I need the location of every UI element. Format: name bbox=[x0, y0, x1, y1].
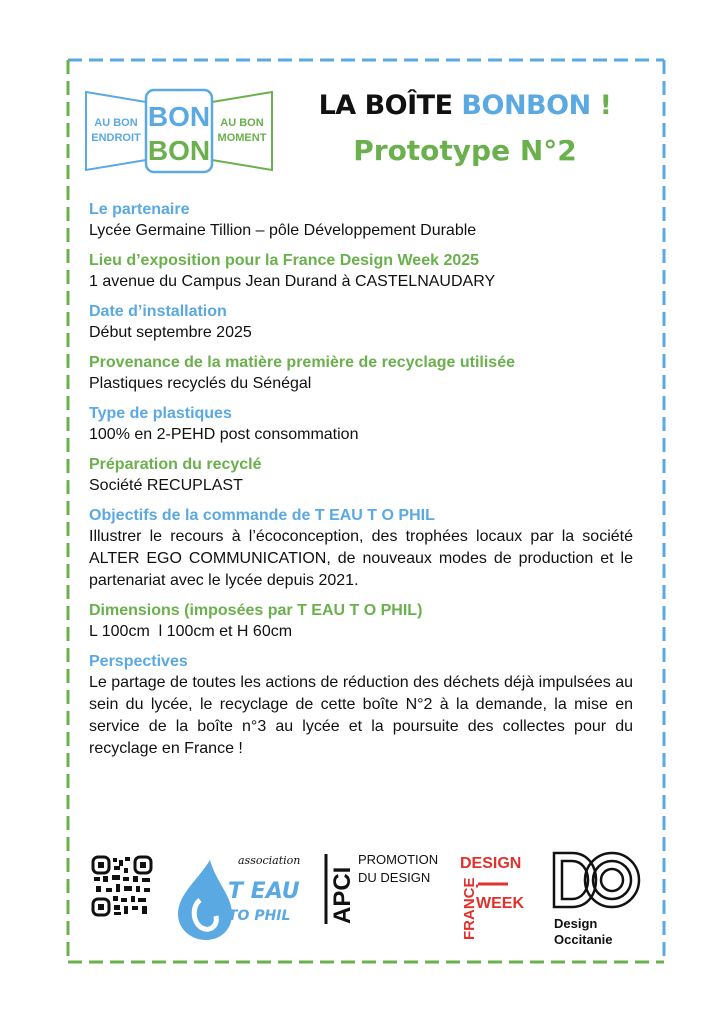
association-small-text: association bbox=[238, 854, 301, 867]
occitanie-line2: Occitanie bbox=[554, 932, 613, 947]
section-text: 100% en 2-PEHD post consommation bbox=[89, 426, 359, 443]
section-text: 1 avenue du Campus Jean Durand à CASTELNAUDARY bbox=[89, 273, 496, 290]
occitanie-line1: Design bbox=[554, 916, 598, 931]
section-objectifs bbox=[89, 506, 633, 592]
section-date bbox=[89, 302, 633, 344]
section-text: Lycée Germaine Tillion – pôle Développement Durable bbox=[89, 222, 477, 239]
france-design-week-logo bbox=[460, 855, 524, 940]
section-text: Société RECUPLAST bbox=[89, 477, 243, 494]
logo-left-line1: AU BON bbox=[94, 117, 138, 129]
section-text: L 100cm l 100cm et H 60cm bbox=[89, 623, 293, 640]
section-text: Plastiques recyclés du Sénégal bbox=[89, 375, 312, 392]
section-type bbox=[89, 404, 633, 446]
page-subtitle: Prototype N°2 bbox=[353, 134, 577, 167]
logo-right-line1: AU BON bbox=[220, 117, 264, 129]
qr-code-icon bbox=[92, 856, 152, 916]
section-dimensions bbox=[89, 601, 633, 643]
fdw-week: WEEK bbox=[476, 895, 524, 912]
title-part3: ! bbox=[590, 90, 612, 121]
section-heading: Perspectives bbox=[89, 653, 188, 670]
logo-right-line2: MOMENT bbox=[217, 132, 267, 144]
section-heading: Préparation du recyclé bbox=[89, 456, 262, 473]
section-lieu bbox=[89, 251, 633, 293]
association-teautophil-logo bbox=[178, 854, 300, 940]
logo-center-line2: BON bbox=[147, 135, 211, 166]
section-text: Le partage de toutes les actions de réduction des déchets déjà impulsées au sein du lycée, le recyclage de cette boîte N°2 à la demande, la mise en service de la boîte n°3 au lycée et la poursuite des collectes pour du recyclage en France ! bbox=[89, 674, 633, 757]
title-part1: LA BOÎTE bbox=[318, 90, 462, 121]
logo-center-line1: BON bbox=[147, 101, 211, 132]
section-heading: Lieu d’exposition pour la France Design Week 2025 bbox=[89, 252, 480, 269]
section-heading: Type de plastiques bbox=[89, 405, 232, 422]
association-line2: TO PHIL bbox=[228, 908, 291, 924]
apci-logo bbox=[326, 852, 438, 924]
apci-mark: APCI bbox=[329, 866, 356, 924]
fdw-france: FRANCE bbox=[461, 877, 478, 940]
section-provenance bbox=[89, 353, 633, 395]
section-heading: Date d’installation bbox=[89, 303, 227, 320]
logo-left-line2: ENDROIT bbox=[91, 132, 141, 144]
content-sections bbox=[89, 200, 633, 769]
section-heading: Objectifs de la commande de T EAU T O PHIL bbox=[89, 507, 435, 524]
section-perspectives bbox=[89, 652, 633, 760]
section-heading: Le partenaire bbox=[89, 201, 190, 218]
section-text: Illustrer le recours à l’écoconception, des trophées locaux par la société ALTER EGO COMMUNICATION, de nouveaux modes de production et le partenariat avec le lycée depuis 2021. bbox=[89, 528, 633, 589]
bonbon-logo bbox=[84, 86, 274, 176]
design-occitanie-logo bbox=[554, 853, 639, 947]
fdw-design: DESIGN bbox=[460, 855, 522, 872]
partner-logos-row bbox=[88, 848, 648, 948]
section-heading: Provenance de la matière première de recyclage utilisée bbox=[89, 354, 515, 371]
section-partenaire bbox=[89, 200, 633, 242]
section-preparation bbox=[89, 455, 633, 497]
section-text: Début septembre 2025 bbox=[89, 324, 252, 341]
association-line1: T EAU bbox=[228, 879, 300, 904]
apci-line1: PROMOTION bbox=[358, 852, 439, 867]
page-title bbox=[300, 90, 630, 121]
title-part2: BONBON bbox=[461, 90, 591, 121]
section-heading: Dimensions (imposées par T EAU T O PHIL) bbox=[89, 602, 423, 619]
apci-line2: DU DESIGN bbox=[358, 870, 431, 885]
